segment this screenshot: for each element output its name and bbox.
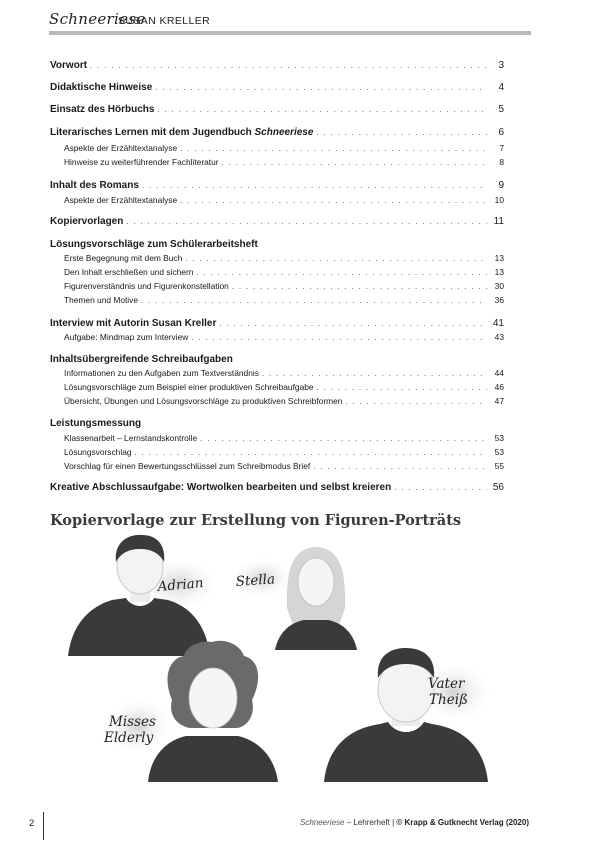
toc-subentry[interactable]: Den Inhalt erschließen und sichern . . . 13	[50, 267, 504, 277]
page-header	[49, 8, 531, 36]
header-rule	[49, 31, 531, 35]
toc-entry-interview[interactable]: Interview mit Autorin Susan Kreller . . . 41	[50, 318, 504, 329]
toc-heading-leistungsmessung: Leistungsmessung	[50, 418, 142, 429]
book-title-script: Schneeriese	[49, 10, 146, 28]
toc-subentry[interactable]: Erste Begegnung mit dem Buch . . . 13	[50, 253, 504, 263]
toc-entry-kopiervorlagen[interactable]: Kopiervorlagen . . . 11	[50, 216, 504, 227]
portrait-stella	[228, 547, 357, 650]
toc-subentry[interactable]: Aufgabe: Mindmap zum Interview . . . 43	[50, 332, 504, 342]
label-elderly: Elderly	[104, 730, 154, 746]
label-misses: Misses	[109, 714, 156, 730]
toc-subentry[interactable]: Themen und Motive . . . 36	[50, 295, 504, 305]
page-number: 2	[29, 818, 35, 829]
toc-entry-vorwort[interactable]: Vorwort . . . 3	[50, 60, 504, 71]
toc-subentry[interactable]: Vorschlag für einen Bewertungsschlüssel zum Schreibmodus Brief . . . 55	[50, 461, 504, 471]
toc-subentry[interactable]: Aspekte der Erzähltextanalyse . . . 7	[50, 143, 504, 153]
label-stella: Stella	[235, 571, 276, 590]
toc-entry-didaktische-hinweise[interactable]: Didaktische Hinweise . . . 4	[50, 82, 504, 93]
label-theiss: Theiß	[429, 692, 469, 708]
footer-book-subtitle: – Lehrerheft	[344, 818, 390, 827]
toc-subentry[interactable]: Klassenarbeit – Lernstandskontrolle . . . 53	[50, 433, 504, 443]
footer-publisher: © Krapp & Gutknecht Verlag (2020)	[396, 818, 529, 827]
footer-book-title: Schneeriese	[300, 818, 345, 827]
toc-subentry[interactable]: Lösungsvorschläge zum Beispiel einer produktiven Schreibaufgabe . . . 46	[50, 382, 504, 392]
figure-portraits	[0, 530, 595, 790]
toc-subentry[interactable]: Aspekte der Erzähltextanalyse . . . 10	[50, 195, 504, 205]
toc-subentry[interactable]: Lösungsvorschlag . . . 53	[50, 447, 504, 457]
toc-heading-schreibaufgaben: Inhaltsübergreifende Schreibaufgaben	[50, 354, 233, 365]
label-adrian: Adrian	[156, 575, 205, 595]
portrait-misses-elderly	[100, 641, 278, 782]
toc-subentry[interactable]: Hinweise zu weiterführender Fachliteratur . . . 8	[50, 157, 504, 167]
toc-entry-hoerbuch[interactable]: Einsatz des Hörbuchs . . . 5	[50, 104, 504, 115]
footer-credit: Schneeriese – Lehrerheft | © Krapp & Gutknecht Verlag (2020)	[300, 818, 529, 827]
toc-entry-literarisches-lernen[interactable]: Literarisches Lernen mit dem Jugendbuch Schneeriese . . . 6	[50, 127, 504, 138]
portrait-adrian	[68, 535, 222, 656]
toc-subentry[interactable]: Figurenverständnis und Figurenkonstellation . . . 30	[50, 281, 504, 291]
toc-heading-loesungsvorschlaege: Lösungsvorschläge zum Schülerarbeitsheft	[50, 239, 258, 250]
section-title: Kopiervorlage zur Erstellung von Figuren-Porträts	[50, 512, 462, 529]
toc-entry-kreative-abschlussaufgabe[interactable]: Kreative Abschlussaufgabe: Wortwolken bearbeiten und selbst kreieren . . . 56	[50, 482, 504, 493]
toc-entry-inhalt-des-romans[interactable]: Inhalt des Romans . . . 9	[50, 180, 504, 191]
label-vater: Vater	[428, 676, 465, 692]
toc-subentry[interactable]: Informationen zu den Aufgaben zum Textverständnis . . . 44	[50, 368, 504, 378]
footer-rule	[43, 812, 44, 840]
portraits-illustration	[0, 530, 595, 790]
portrait-vater-theiss	[324, 648, 494, 782]
toc-subentry[interactable]: Übersicht, Übungen und Lösungsvorschläge zu produktiven Schreibformen . . . 47	[50, 396, 504, 406]
book-author: SUSAN KRELLER	[118, 15, 211, 27]
